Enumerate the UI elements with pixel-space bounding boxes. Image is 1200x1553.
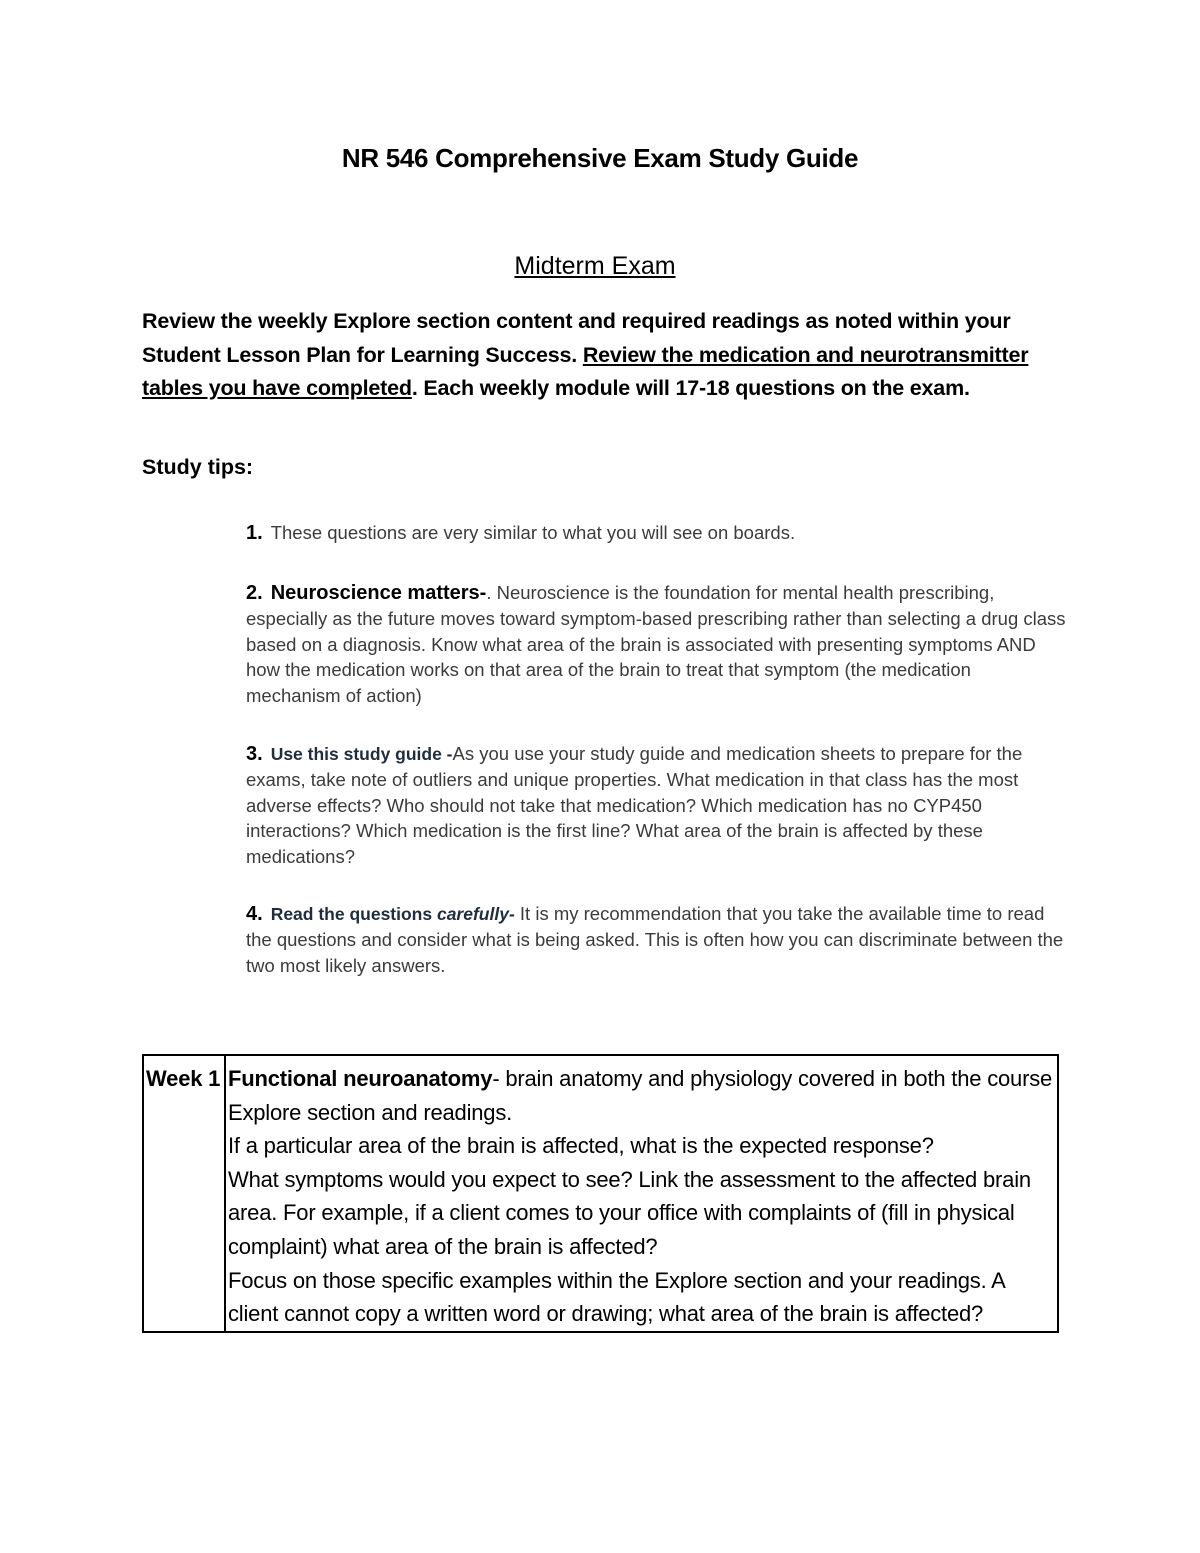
- tip-text: It is my recommendation that you take the available time to read the questions and consider what is being asked. This is often how you can discriminate between the two most likely answers.: [246, 903, 1064, 976]
- content-line: If a particular area of the brain is affected, what is the expected response?: [228, 1133, 934, 1159]
- tip-number: 1.: [246, 522, 263, 544]
- tip-text: . Neuroscience is the foundation for mental health prescribing, especially as the future moves toward symptom-based prescribing rather than selecting a drug class based on a diagnosis. Know what area of the brain is associated with presenting symptoms AND how the medication works on that area of the brain to treat that symptom (the medication mechanism of action): [246, 582, 1066, 706]
- document-title: NR 546 Comprehensive Exam Study Guide: [341, 143, 859, 173]
- week-table: [142, 1054, 1059, 1333]
- tip-number: 3.: [246, 743, 263, 765]
- tip-lead: Read the questions: [270, 904, 437, 924]
- topic-line: [228, 1062, 1055, 1129]
- tip-lead: Neuroscience matters-: [270, 582, 487, 604]
- intro-text-1: Review the weekly Explore section content and required readings as noted within your Student Lesson Plan for Learning Success.: [142, 309, 1011, 367]
- topic-rest: - brain anatomy and physiology covered in both the course Explore section and readings.: [228, 1066, 1053, 1125]
- tip-lead-italic: carefully-: [436, 904, 515, 924]
- study-tip-4: [246, 901, 1066, 978]
- intro-paragraph: [142, 305, 1047, 406]
- study-tip-1: [246, 520, 1066, 546]
- tip-number: 4.: [246, 903, 263, 925]
- tip-text: These questions are very similar to what you will see on boards.: [270, 522, 796, 543]
- week-content-cell: [225, 1055, 1058, 1332]
- content-line: What symptoms would you expect to see? Link the assessment to the affected brain area. For example, if a client comes to your office with complaints of (fill in physical complaint) what area of the brain is affected?: [228, 1166, 1031, 1259]
- tip-lead: Use this study guide -: [270, 744, 453, 764]
- topic-bold: Functional neuroanatomy: [228, 1066, 493, 1091]
- study-tip-2: [246, 580, 1066, 708]
- tip-number: 2.: [246, 582, 263, 604]
- study-tip-3: [246, 741, 1066, 869]
- table-row: [143, 1055, 1058, 1332]
- study-tips-label: Study tips:: [142, 455, 254, 479]
- section-heading: Midterm Exam: [514, 252, 676, 280]
- intro-underlined-text: Review the medication and neurotransmitter tables you have completed: [142, 342, 1029, 400]
- intro-text-2: . Each weekly module will 17-18 questions on the exam.: [411, 376, 970, 400]
- week-label-cell: Week 1: [143, 1055, 225, 1332]
- content-line: Focus on those specific examples within the Explore section and your readings. A client cannot copy a written word or drawing; what area of the brain is affected?: [228, 1267, 1005, 1327]
- tip-text: As you use your study guide and medication sheets to prepare for the exams, take note of outliers and unique properties. What medication in that class has the most adverse effects? Who should not take that medication? Which medication has no CYP450 interactions? Which medication is the first line? What area of the brain is affected by these medications?: [246, 743, 1023, 867]
